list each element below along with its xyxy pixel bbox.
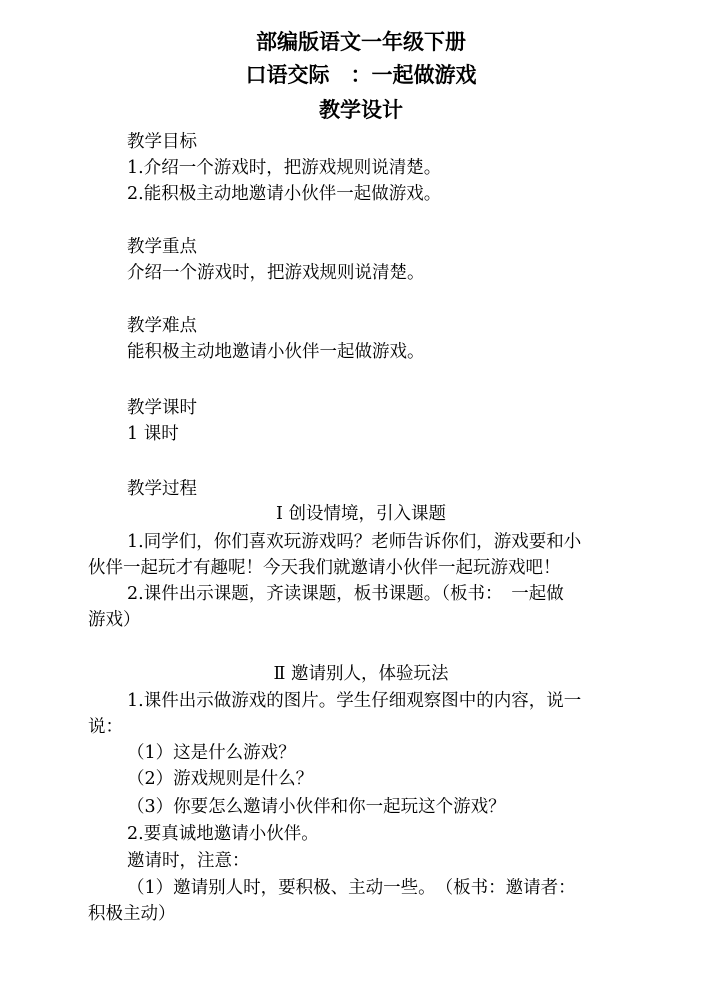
periods-heading: 教学课时 [127, 398, 197, 418]
section-1-paragraph-2-line-1: 2.课件出示课题，齐读课题，板书课题。（板书： 一起做 [127, 584, 564, 604]
difficulty-text: 能积极主动地邀请小伙伴一起做游戏。 [127, 342, 425, 362]
section-2-paragraph-2: 2.要真诚地邀请小伙伴。 [127, 824, 319, 844]
section-2-paragraph-1-line-1: 1.课件出示做游戏的图片。学生仔细观察图中的内容，说一 [127, 691, 582, 711]
key-point-text: 介绍一个游戏时，把游戏规则说清楚。 [127, 263, 425, 283]
section-2-paragraph-1-line-2: 说： [88, 717, 123, 737]
question-1: （1）这是什么游戏？ [127, 743, 296, 763]
goals-heading: 教学目标 [127, 132, 197, 152]
goal-item-2: 2.能积极主动地邀请小伙伴一起做游戏。 [127, 184, 442, 204]
document-title: 部编版语文一年级下册 [256, 30, 466, 54]
invitation-note-heading: 邀请时，注意： [127, 851, 250, 871]
invitation-note-1-line-2: 积极主动） [88, 904, 176, 924]
question-3: （3）你要怎么邀请小伙伴和你一起玩这个游戏？ [127, 797, 506, 817]
process-heading: 教学过程 [127, 479, 197, 499]
section-1-paragraph-1-line-1: 1.同学们，你们喜欢玩游戏吗？老师告诉你们，游戏要和小 [127, 532, 582, 552]
document-subtitle: 口语交际 ：一起做游戏 [245, 63, 477, 87]
section-1-paragraph-2-line-2: 游戏） [88, 610, 141, 630]
question-2: （2）游戏规则是什么？ [127, 769, 314, 789]
invitation-note-1-line-1: （1）邀请别人时，要积极、主动一些。 （板书：邀请者： [127, 878, 576, 898]
section-1-paragraph-1-line-2: 伙伴一起玩才有趣呢！今天我们就邀请小伙伴一起玩游戏吧！ [88, 558, 561, 578]
section-2-title: Ⅱ 邀请别人，体验玩法 [273, 664, 449, 684]
section-1-title: Ⅰ 创设情境，引入课题 [276, 504, 446, 524]
key-point-heading: 教学重点 [127, 237, 197, 257]
periods-text: 1 课时 [127, 424, 179, 444]
document-type-title: 教学设计 [319, 98, 403, 122]
difficulty-heading: 教学难点 [127, 316, 197, 336]
goal-item-1: 1.介绍一个游戏时，把游戏规则说清楚。 [127, 158, 442, 178]
